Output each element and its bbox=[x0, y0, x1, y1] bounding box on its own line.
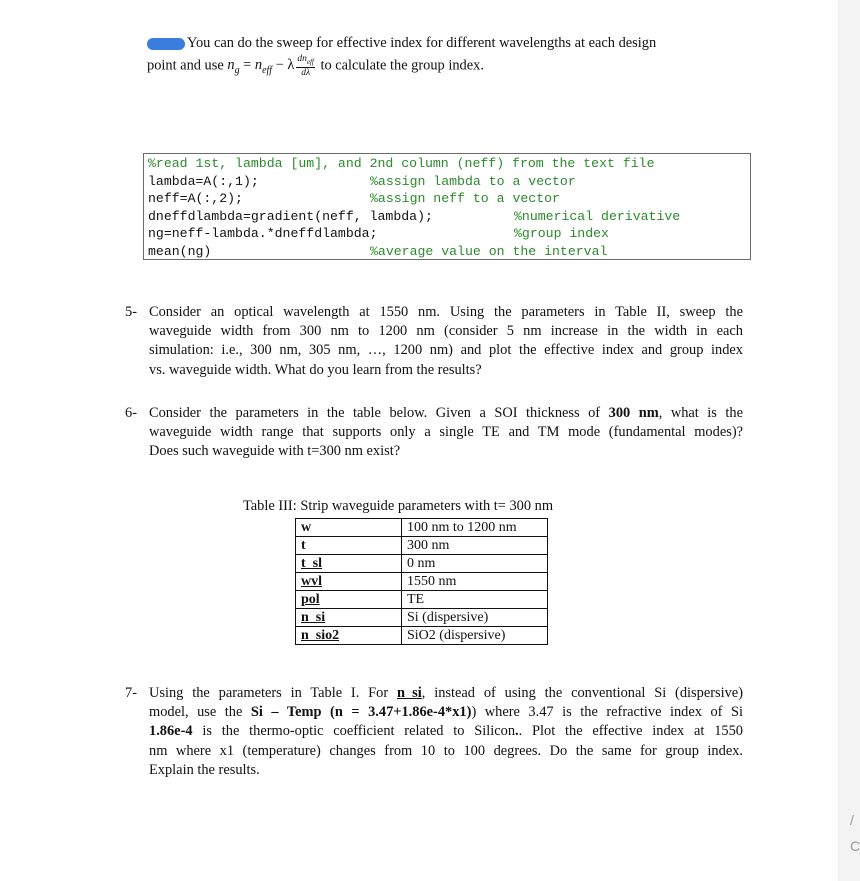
code-line: neff=A(:,2); %assign neff to a vector bbox=[148, 191, 560, 206]
item-7-number: 7- bbox=[125, 685, 137, 701]
param-key: t bbox=[296, 537, 402, 555]
param-key: t_sl bbox=[296, 555, 402, 573]
code-block bbox=[143, 153, 751, 260]
param-value: SiO2 (dispersive) bbox=[402, 627, 548, 645]
table-caption: Table III: Strip waveguide parameters with t= 300 nm bbox=[243, 498, 554, 514]
intro-line-2-prefix: point and use bbox=[147, 57, 224, 74]
intro-paragraph bbox=[147, 34, 747, 81]
code-line: ng=neff-lambda.*dneffdlambda; %group index bbox=[148, 226, 609, 241]
param-value: Si (dispersive) bbox=[402, 609, 548, 627]
intro-line-1: You can do the sweep for effective index for different wavelengths at each design bbox=[187, 35, 657, 51]
right-margin-panel bbox=[838, 0, 859, 881]
derivative-fraction: $\frac{dn_{eff}}{d\lambda}$ bbox=[297, 54, 314, 79]
param-key: pol bbox=[296, 591, 402, 609]
highlight-mark bbox=[147, 38, 185, 50]
param-key: n_si bbox=[296, 609, 402, 627]
item-6-number: 6- bbox=[125, 405, 137, 421]
code-line: dneffdlambda=gradient(neff, lambda); %numerical derivative bbox=[148, 208, 681, 224]
param-key: n_sio2 bbox=[296, 627, 402, 645]
param-value: 300 nm bbox=[402, 537, 548, 555]
intro-line-2-suffix: to calculate the group index. bbox=[320, 57, 484, 74]
edge-glyph-top: / bbox=[850, 812, 854, 828]
table-row bbox=[296, 627, 548, 645]
table-row bbox=[296, 609, 548, 627]
code-line: %read 1st, lambda [um], and 2nd column (neff) from the text file bbox=[148, 156, 655, 171]
param-value: 100 nm to 1200 nm bbox=[402, 519, 548, 537]
group-index-formula: $n_g = n_{eff} - \lambda$ $\frac{dn_{eff}}{d\lambda}$ bbox=[227, 54, 314, 79]
item-5-number: 5- bbox=[125, 304, 137, 320]
param-value: 1550 nm bbox=[402, 573, 548, 591]
param-value: 0 nm bbox=[402, 555, 548, 573]
item-6-text: Consider the parameters in the table below. Given a SOI thickness of 300 nm, what is the waveguide width range that supports only a single TE and TM mode (fundamental modes)? Does such waveguide with t=300 nm exist? bbox=[149, 405, 743, 460]
table-row bbox=[296, 537, 548, 555]
code-line: mean(ng) %average value on the interval bbox=[148, 243, 608, 259]
table-row bbox=[296, 573, 548, 591]
parameter-table bbox=[295, 518, 548, 645]
table-row bbox=[296, 591, 548, 609]
param-value: TE bbox=[402, 591, 548, 609]
item-7-text: Using the parameters in Table I. For n_si, instead of using the conventional Si (dispersive) model, use the Si – Temp (n = 3.47+1.86e-4*x1)) where 3.47 is the refractive index of Si 1.86e-4 is the thermo-optic coefficient related to Silicon.. Plot the effective index at 1550 nm where x1 (temperature) changes from 10 to 100 degrees. Do the same for group index. Explain the results. bbox=[149, 685, 743, 778]
param-key: wvl bbox=[296, 573, 402, 591]
item-5-text: Consider an optical wavelength at 1550 nm. Using the parameters in Table II, sweep the waveguide width from 300 nm to 1200 nm (consider 5 nm increase in the width in each simulation: i.e., 300 nm, 305 nm, …, 1200 nm) and plot the effective index and group index vs. waveguide width. What do you learn from the results? bbox=[149, 304, 743, 378]
param-key: w bbox=[296, 519, 402, 537]
code-line: lambda=A(:,1); %assign lambda to a vector bbox=[148, 173, 576, 189]
edge-glyph-bottom: C bbox=[850, 838, 860, 854]
table-row bbox=[296, 555, 548, 573]
table-row bbox=[296, 519, 548, 537]
